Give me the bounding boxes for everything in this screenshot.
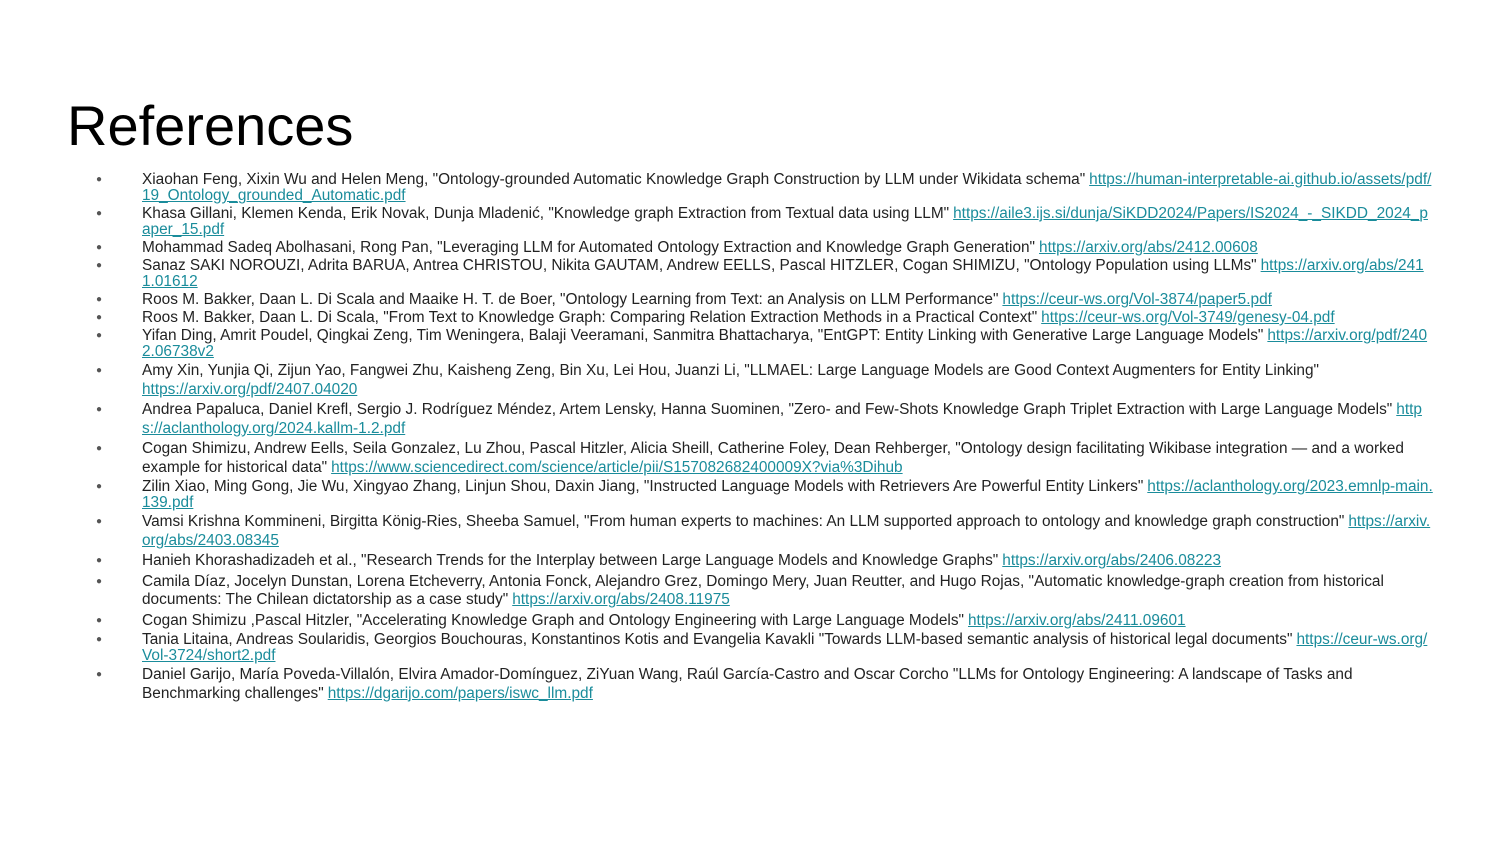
reference-item xyxy=(96,292,1434,308)
reference-item xyxy=(96,513,1434,550)
reference-citation: Roos M. Bakker, Daan L. Di Scala, "From Text to Knowledge Graph: Comparing Relation Extraction Methods in a Practical Context" xyxy=(142,309,1038,326)
reference-item xyxy=(96,401,1434,438)
reference-link[interactable]: https://human-interpretable-ai.github.io/assets/pdf/19_Ontology_grounded_Automatic.pdf xyxy=(142,171,1432,204)
reference-citation: Zilin Xiao, Ming Gong, Jie Wu, Xingyao Zhang, Linjun Shou, Daxin Jiang, "Instructed Language Models with Retrievers Are Powerful Entity Linkers" xyxy=(142,478,1144,495)
reference-link[interactable]: https://www.sciencedirect.com/science/article/pii/S157082682400009X?via%3Dihub xyxy=(331,458,903,476)
reference-citation: Daniel Garijo, María Poveda-Villalón, Elvira Amador-Domínguez, ZiYuan Wang, Raúl García-Castro and Oscar Corcho "LLMs for Ontology Engineering: A landscape of Tasks and Benchmarking challenges" xyxy=(142,666,1353,702)
reference-item xyxy=(96,632,1434,664)
reference-citation: Camila Díaz, Jocelyn Dunstan, Lorena Etcheverry, Antonia Fonck, Alejandro Grez, Domingo Mery, Juan Reutter, and Hugo Rojas, "Automatic knowledge-graph creation from historical documents: The Chilean dictatorship as a case study" xyxy=(142,572,1384,608)
reference-link[interactable]: https://arxiv.org/abs/2412.00608 xyxy=(1039,239,1258,256)
reference-link[interactable]: https://aile3.ijs.si/dunja/SiKDD2024/Papers/IS2024_-_SIKDD_2024_paper_15.pdf xyxy=(142,205,1428,238)
reference-link[interactable]: https://dgarijo.com/papers/iswc_llm.pdf xyxy=(327,684,593,702)
reference-link[interactable]: https://arxiv.org/abs/2411.09601 xyxy=(968,611,1186,629)
reference-list xyxy=(96,172,1434,705)
reference-citation: Yifan Ding, Amrit Poudel, Qingkai Zeng, Tim Weningera, Balaji Veeramani, Sanmitra Bhattacharya, "EntGPT: Entity Linking with Generative Large Language Models" xyxy=(142,327,1264,344)
reference-link[interactable]: https://arxiv.org/abs/2406.08223 xyxy=(1002,552,1222,569)
reference-link[interactable]: https://ceur-ws.org/Vol-3749/genesy-04.pdf xyxy=(1041,309,1335,326)
reference-item xyxy=(96,310,1434,326)
reference-citation: Cogan Shimizu, Andrew Eells, Seila Gonzalez, Lu Zhou, Pascal Hitzler, Alicia Sheill, Catherine Foley, Dean Rehberger, "Ontology design facilitating Wikibase integration — and a worked example for historical data" xyxy=(142,440,1404,476)
reference-item xyxy=(96,240,1434,256)
reference-item xyxy=(96,362,1434,399)
reference-item xyxy=(96,440,1434,477)
reference-citation: Khasa Gillani, Klemen Kenda, Erik Novak, Dunja Mladenić, "Knowledge graph Extraction from Textual data using LLM" xyxy=(142,205,950,222)
reference-link[interactable]: https://arxiv.org/abs/2408.11975 xyxy=(512,591,730,608)
reference-item xyxy=(96,552,1434,571)
reference-citation: Roos M. Bakker, Daan L. Di Scala and Maaike H. T. de Boer, "Ontology Learning from Text: an Analysis on LLM Performance" xyxy=(142,291,999,308)
reference-citation: Xiaohan Feng, Xixin Wu and Helen Meng, "Ontology-grounded Automatic Knowledge Graph Construction by LLM under Wikidata schema" xyxy=(142,171,1086,188)
reference-item xyxy=(96,206,1434,238)
reference-citation: Cogan Shimizu ,Pascal Hitzler, "Accelerating Knowledge Graph and Ontology Engineering with Large Language Models" xyxy=(142,611,964,629)
reference-item xyxy=(96,258,1434,290)
reference-citation: Tania Litaina, Andreas Soularidis, Georgios Bouchouras, Konstantinos Kotis and Evangelia Kavakli "Towards LLM-based semantic analysis of historical legal documents" xyxy=(142,631,1293,648)
reference-link[interactable]: https://arxiv.org/abs/2411.01612 xyxy=(142,257,1424,290)
reference-link[interactable]: https://aclanthology.org/2024.kallm-1.2.pdf xyxy=(142,401,1422,437)
reference-citation: Hanieh Khorashadizadeh et al., "Research Trends for the Interplay between Large Language Models and Knowledge Graphs" xyxy=(142,552,999,569)
slide-title: References xyxy=(67,94,354,157)
reference-link[interactable]: https://arxiv.org/pdf/2407.04020 xyxy=(142,380,358,398)
reference-link[interactable]: https://ceur-ws.org/Vol-3724/short2.pdf xyxy=(142,631,1428,664)
reference-citation: Amy Xin, Yunjia Qi, Zijun Yao, Fangwei Zhu, Kaisheng Zeng, Bin Xu, Lei Hou, Juanzi Li, "LLMAEL: Large Language Models are Good Context Augmenters for Entity Linking" xyxy=(142,362,1320,379)
reference-link[interactable]: https://ceur-ws.org/Vol-3874/paper5.pdf xyxy=(1002,291,1272,308)
reference-citation: Andrea Papaluca, Daniel Krefl, Sergio J. Rodríguez Méndez, Artem Lensky, Hanna Suominen, "Zero- and Few-Shots Knowledge Graph Triplet Extraction with Large Language Models" xyxy=(142,401,1393,418)
reference-item xyxy=(96,328,1434,360)
reference-item xyxy=(96,573,1434,610)
reference-link[interactable]: https://arxiv.org/pdf/2402.06738v2 xyxy=(142,327,1428,360)
reference-item xyxy=(96,666,1434,703)
reference-citation: Mohammad Sadeq Abolhasani, Rong Pan, "Leveraging LLM for Automated Ontology Extraction and Knowledge Graph Generation" xyxy=(142,239,1036,256)
reference-link[interactable]: https://arxiv.org/abs/2403.08345 xyxy=(142,513,1431,549)
reference-item xyxy=(96,479,1434,511)
reference-citation: Sanaz SAKI NOROUZI, Adrita BARUA, Antrea CHRISTOU, Nikita GAUTAM, Andrew EELLS, Pascal HITZLER, Cogan SHIMIZU, "Ontology Population using LLMs" xyxy=(142,257,1257,274)
reference-item xyxy=(96,172,1434,204)
reference-item xyxy=(96,612,1434,631)
reference-link[interactable]: https://aclanthology.org/2023.emnlp-main.139.pdf xyxy=(142,478,1433,511)
reference-citation: Vamsi Krishna Kommineni, Birgitta König-Ries, Sheeba Samuel, "From human experts to machines: An LLM supported approach to ontology and knowledge graph construction" xyxy=(142,513,1345,530)
